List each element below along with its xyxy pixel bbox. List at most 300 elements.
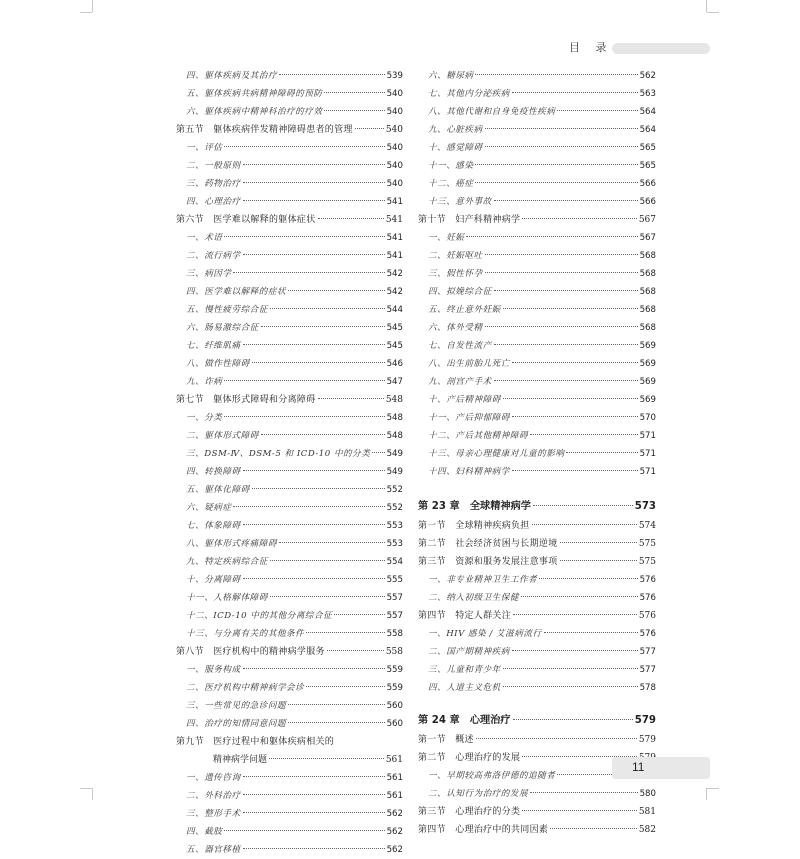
toc-entry-page: 540: [386, 143, 403, 153]
toc-entry-title: 三、儿童和青少年: [428, 665, 501, 675]
toc-section-entry[interactable]: [418, 517, 656, 535]
dot-leader: [532, 524, 637, 525]
toc-entry-title: 十一、产后抑郁障碍: [428, 413, 510, 423]
toc-section-entry[interactable]: [176, 211, 403, 229]
toc-entry-title: 三、病因学: [186, 269, 232, 279]
toc-section-entry[interactable]: [418, 731, 656, 749]
dot-leader: [512, 416, 638, 417]
toc-entry-title: 四、治疗的知情同意问题: [186, 719, 287, 729]
toc-entry-page: 576: [639, 593, 656, 603]
toc-entry-page: 581: [638, 807, 656, 817]
toc-subentry[interactable]: [418, 373, 656, 391]
dot-leader: [485, 128, 638, 129]
toc-entry-page: 548: [385, 395, 403, 405]
toc-subentry[interactable]: [176, 535, 403, 553]
toc-subentry[interactable]: [418, 409, 656, 427]
header-decor-bar: [612, 43, 710, 54]
toc-entry-page: 541: [386, 233, 403, 243]
toc-subentry[interactable]: [176, 823, 403, 841]
dot-leader: [512, 362, 638, 363]
toc-entry-title: 十三、意外事故: [428, 197, 492, 207]
dot-leader: [324, 92, 384, 93]
toc-subentry[interactable]: [418, 679, 656, 697]
toc-subentry[interactable]: [418, 85, 656, 103]
toc-entry-page: 568: [639, 287, 656, 297]
toc-entry-title: 四、心理治疗: [186, 197, 241, 207]
toc-entry-page: 559: [386, 665, 403, 675]
toc-entry-title: 七、体象障碍: [186, 521, 241, 531]
toc-entry-page: 560: [386, 719, 403, 729]
toc-entry-title: 二、流行病学: [186, 251, 241, 261]
dot-leader: [475, 182, 637, 183]
toc-entry-title: 一、遗传咨询: [186, 773, 241, 783]
dot-leader: [513, 719, 633, 720]
toc-entry-title: 一、分类: [186, 413, 223, 423]
dot-leader: [306, 632, 384, 633]
toc-entry-page: 578: [639, 683, 656, 693]
toc-subentry[interactable]: [418, 625, 656, 643]
toc-entry-page: 547: [386, 377, 403, 387]
toc-subentry[interactable]: [176, 445, 403, 463]
dot-leader: [243, 668, 385, 669]
toc-entry-title: 十二、产后其他精神障碍: [428, 431, 529, 441]
toc-subentry[interactable]: [418, 247, 656, 265]
toc-entry-page: 557: [386, 611, 403, 621]
toc-subentry[interactable]: [176, 427, 403, 445]
toc-subentry[interactable]: [176, 679, 403, 697]
toc-entry-page: 558: [386, 629, 403, 639]
toc-entry-page: 564: [639, 125, 656, 135]
crop-mark-bottom-left-h: [80, 788, 92, 789]
toc-entry-title: 第七节 躯体形式障碍和分离障碍: [176, 395, 316, 405]
toc-entry-title: 三、整形手术: [186, 809, 241, 819]
toc-section-entry[interactable]: [176, 733, 403, 751]
toc-entry-title: 十、产后精神障碍: [428, 395, 501, 405]
toc-entry-page: 570: [639, 413, 656, 423]
crop-mark-top-left-h: [80, 12, 92, 13]
toc-entry-title: 第六节 医学难以解释的躯体症状: [176, 215, 316, 225]
toc-entry-title: 第九节 医疗过程中和躯体疾病相关的: [176, 737, 335, 747]
toc-entry-title: 九、诈病: [186, 377, 223, 387]
dot-leader: [224, 380, 384, 381]
toc-section-entry[interactable]: [418, 535, 656, 553]
toc-section-entry[interactable]: [176, 643, 403, 661]
dot-leader: [243, 200, 385, 201]
toc-subentry[interactable]: [176, 157, 403, 175]
toc-column-right: [418, 67, 656, 839]
toc-entry-page: 558: [385, 647, 403, 657]
dot-leader: [243, 794, 385, 795]
dot-leader: [270, 308, 385, 309]
toc-entry-title: 五、器官移植: [186, 845, 241, 855]
toc-entry-title: 六、疑病症: [186, 503, 232, 513]
toc-entry-page: 569: [639, 395, 656, 405]
toc-entry-page: 577: [639, 665, 656, 675]
dot-leader: [288, 704, 385, 705]
toc-entry-page: 541: [386, 251, 403, 261]
toc-entry-title: 第八节 医疗机构中的精神病学服务: [176, 647, 325, 657]
toc-entry-page: 563: [639, 89, 656, 99]
toc-entry-title: 三、药物治疗: [186, 179, 241, 189]
toc-entry-page: 571: [639, 467, 656, 477]
dot-leader: [530, 434, 638, 435]
toc-section-entry[interactable]: [418, 821, 656, 839]
toc-subentry[interactable]: [176, 715, 403, 733]
crop-mark-top-right: [706, 0, 707, 12]
toc-subentry[interactable]: [418, 319, 656, 337]
dot-leader: [475, 164, 637, 165]
toc-subentry[interactable]: [176, 769, 403, 787]
toc-entry-page: 577: [639, 647, 656, 657]
toc-subentry[interactable]: [176, 103, 403, 121]
toc-section-entry[interactable]: [418, 607, 656, 625]
toc-entry-title: 第四节 特定人群关注: [418, 611, 512, 621]
footer-page-box: [612, 757, 710, 779]
toc-subentry[interactable]: [176, 373, 403, 391]
toc-entry-title: 第三节 资源和服务发展注意事项: [418, 557, 558, 567]
toc-entry-title: 六、肠易激综合征: [186, 323, 259, 333]
toc-entry-page: 542: [386, 287, 403, 297]
toc-subentry[interactable]: [418, 463, 656, 481]
toc-entry-title: 第一节 全球精神疾病负担: [418, 521, 530, 531]
toc-entry-page: 562: [386, 809, 403, 819]
toc-section-entry[interactable]: [418, 211, 656, 229]
toc-entry-title: 八、其他代谢和自身免疫性疾病: [428, 107, 556, 117]
toc-entry-page: 566: [639, 179, 656, 189]
toc-entry-title: 第四节 心理治疗中的共同因素: [418, 825, 549, 835]
dot-leader: [306, 686, 384, 687]
dot-leader: [334, 614, 384, 615]
toc-entry-page: 561: [386, 791, 403, 801]
toc-subentry[interactable]: [418, 391, 656, 409]
toc-subentry[interactable]: [176, 355, 403, 373]
toc-section-entry[interactable]: [176, 391, 403, 409]
toc-entry-title: 四、转换障碍: [186, 467, 241, 477]
toc-subentry[interactable]: [176, 175, 403, 193]
toc-subentry[interactable]: [176, 481, 403, 499]
dot-leader: [512, 650, 638, 651]
toc-entry-title: 三、一些常见的急诊问题: [186, 701, 287, 711]
toc-entry-title: 二、妊娠呕吐: [428, 251, 483, 261]
dot-leader: [279, 74, 385, 75]
toc-subentry[interactable]: [418, 337, 656, 355]
toc-entry-page: 540: [386, 89, 403, 99]
toc-entry-title: 六、体外受精: [428, 323, 483, 333]
toc-entry-title: 四、躯体疾病及其治疗: [186, 71, 277, 81]
toc-entry-title: 十二、ICD-10 中的其他分离综合征: [186, 611, 333, 621]
toc-subentry[interactable]: [176, 499, 403, 517]
toc-subentry[interactable]: [176, 787, 403, 805]
toc-column-left: [176, 67, 403, 859]
dot-leader: [513, 614, 637, 615]
dot-leader: [224, 830, 384, 831]
toc-subentry[interactable]: [176, 67, 403, 85]
dot-leader: [243, 776, 385, 777]
crop-mark-bottom-right: [706, 788, 707, 800]
toc-entry-page: 580: [639, 789, 656, 799]
toc-entry-title: 第五节 躯体疾病伴发精神障碍患者的管理: [176, 125, 353, 135]
page-number: 11: [632, 760, 645, 774]
toc-subentry[interactable]: [176, 589, 403, 607]
toc-subentry[interactable]: [418, 785, 656, 803]
toc-entry-title: 九、心脏疾病: [428, 125, 483, 135]
dot-leader: [494, 200, 638, 201]
toc-entry-page: 568: [639, 269, 656, 279]
crop-mark-bottom-left: [92, 788, 93, 800]
toc-entry-title: 二、医疗机构中精神病学会诊: [186, 683, 305, 693]
toc-entry-page: 576: [638, 611, 656, 621]
dot-leader: [270, 596, 385, 597]
toc-entry-page: 568: [639, 305, 656, 315]
toc-entry-page: 565: [639, 161, 656, 171]
toc-entry-title: 第二节 心理治疗的发展: [418, 753, 521, 763]
toc-entry-title: 七、其他内分泌疾病: [428, 89, 510, 99]
toc-subentry[interactable]: [176, 517, 403, 535]
toc-chapter-entry[interactable]: [418, 497, 656, 517]
toc-subentry[interactable]: [418, 589, 656, 607]
toc-entry-title: 第二节 社会经济贫困与长期逆境: [418, 539, 558, 549]
dot-leader: [243, 182, 385, 183]
toc-subentry[interactable]: [176, 571, 403, 589]
toc-subentry[interactable]: [418, 229, 656, 247]
toc-subentry[interactable]: [418, 103, 656, 121]
toc-entry-title: 四、拟娩综合征: [428, 287, 492, 297]
dot-leader: [533, 505, 633, 506]
section-spacer: [418, 481, 656, 497]
toc-entry-title: 五、慢性疲劳综合征: [186, 305, 268, 315]
toc-subentry[interactable]: [418, 139, 656, 157]
dot-leader: [355, 128, 384, 129]
dot-leader: [279, 542, 385, 543]
dot-leader: [324, 110, 384, 111]
toc-entry-page: 540: [386, 179, 403, 189]
toc-subentry[interactable]: [418, 661, 656, 679]
toc-entry-page: 579: [638, 735, 656, 745]
dot-leader: [544, 632, 638, 633]
toc-subentry[interactable]: [418, 643, 656, 661]
toc-entry-page: 576: [639, 629, 656, 639]
toc-entry-title: 三、DSM-Ⅳ、DSM-5 和 ICD-10 中的分类: [186, 449, 371, 459]
toc-subentry[interactable]: [418, 121, 656, 139]
toc-entry-title: 七、自发性流产: [428, 341, 492, 351]
toc-entry-page: 573: [634, 501, 656, 512]
toc-subentry[interactable]: [176, 805, 403, 823]
dot-leader: [261, 326, 385, 327]
toc-subentry[interactable]: [176, 193, 403, 211]
toc-subentry[interactable]: [176, 301, 403, 319]
toc-subentry[interactable]: [176, 229, 403, 247]
toc-entry-title: 二、外科治疗: [186, 791, 241, 801]
toc-entry-page: 552: [386, 485, 403, 495]
dot-leader: [243, 254, 385, 255]
dot-leader: [566, 452, 637, 453]
toc-subentry[interactable]: [176, 607, 403, 625]
toc-subentry[interactable]: [418, 67, 656, 85]
dot-leader: [233, 506, 384, 507]
toc-entry-title: 九、特定疾病综合征: [186, 557, 268, 567]
page-header-title: 目 录: [569, 41, 613, 54]
dot-leader: [485, 272, 638, 273]
toc-subentry[interactable]: [176, 247, 403, 265]
toc-subentry[interactable]: [176, 463, 403, 481]
toc-entry-page: 571: [639, 449, 656, 459]
toc-subentry[interactable]: [418, 445, 656, 463]
dot-leader: [270, 560, 385, 561]
toc-entry-title: 二、躯体形式障碍: [186, 431, 259, 441]
dot-leader: [539, 578, 637, 579]
crop-mark-top-right-h: [707, 12, 719, 13]
toc-entry-title: 第 23 章 全球精神病学: [418, 501, 531, 512]
dot-leader: [243, 164, 385, 165]
toc-entry-title: 九、剖宫产手术: [428, 377, 492, 387]
toc-entry-page: 561: [386, 773, 403, 783]
toc-entry-page: 545: [386, 341, 403, 351]
dot-leader: [503, 686, 638, 687]
toc-entry-page: 561: [385, 755, 403, 765]
toc-section-entry[interactable]: [176, 121, 403, 139]
toc-section-continuation[interactable]: [176, 751, 403, 769]
dot-leader: [224, 236, 384, 237]
dot-leader: [224, 146, 384, 147]
toc-subentry[interactable]: [418, 283, 656, 301]
dot-leader: [243, 344, 385, 345]
toc-entry-page: 575: [638, 539, 656, 549]
toc-subentry[interactable]: [418, 193, 656, 211]
toc-subentry[interactable]: [418, 175, 656, 193]
toc-subentry[interactable]: [176, 697, 403, 715]
dot-leader: [269, 758, 384, 759]
toc-entry-page: 540: [386, 107, 403, 117]
toc-subentry[interactable]: [418, 265, 656, 283]
dot-leader: [318, 218, 384, 219]
toc-entry-title: 六、糖尿病: [428, 71, 474, 81]
toc-entry-title: 八、躯体形式疼痛障碍: [186, 539, 277, 549]
toc-subentry[interactable]: [418, 157, 656, 175]
toc-entry-page: 542: [386, 269, 403, 279]
toc-entry-title: 十、感觉障碍: [428, 143, 483, 153]
toc-entry-page: 544: [386, 305, 403, 315]
dot-leader: [318, 398, 384, 399]
toc-subentry[interactable]: [176, 337, 403, 355]
toc-entry-title: 二、国产期精神疾病: [428, 647, 510, 657]
toc-entry-page: 575: [638, 557, 656, 567]
toc-entry-title: 七、纤维肌痛: [186, 341, 241, 351]
toc-entry-title: 第三节 心理治疗的分类: [418, 807, 521, 817]
toc-entry-page: 539: [386, 71, 403, 81]
toc-subentry[interactable]: [176, 625, 403, 643]
toc-entry-page: 552: [386, 503, 403, 513]
toc-entry-title: 第十节 妇产科精神病学: [418, 215, 521, 225]
toc-entry-title: 十、分离障碍: [186, 575, 241, 585]
toc-entry-page: 559: [386, 683, 403, 693]
dot-leader: [288, 290, 385, 291]
dot-leader: [521, 596, 638, 597]
toc-subentry[interactable]: [176, 319, 403, 337]
toc-entry-page: 568: [639, 251, 656, 261]
toc-entry-title: 四、医学难以解释的症状: [186, 287, 287, 297]
toc-subentry[interactable]: [176, 661, 403, 679]
toc-entry-page: 548: [386, 413, 403, 423]
dot-leader: [512, 92, 638, 93]
dot-leader: [485, 254, 638, 255]
toc-subentry[interactable]: [176, 283, 403, 301]
toc-subentry[interactable]: [176, 85, 403, 103]
toc-entry-page: 574: [638, 521, 656, 531]
toc-entry-page: 549: [386, 467, 403, 477]
dot-leader: [327, 650, 384, 651]
toc-entry-page: 576: [639, 575, 656, 585]
toc-entry-title: 四、截肢: [186, 827, 223, 837]
dot-leader: [557, 110, 637, 111]
toc-entry-page: 560: [386, 701, 403, 711]
toc-subentry[interactable]: [418, 427, 656, 445]
toc-entry-page: 569: [639, 359, 656, 369]
dot-leader: [560, 542, 637, 543]
toc-entry-page: 541: [385, 215, 403, 225]
toc-subentry[interactable]: [418, 301, 656, 319]
dot-leader: [503, 398, 638, 399]
toc-chapter-entry[interactable]: [418, 711, 656, 731]
toc-section-entry[interactable]: [418, 553, 656, 571]
dot-leader: [243, 848, 385, 849]
toc-subentry[interactable]: [418, 571, 656, 589]
toc-entry-title: 二、一般原则: [186, 161, 241, 171]
toc-entry-page: 553: [386, 539, 403, 549]
toc-entry-title: 十一、人格解体障碍: [186, 593, 268, 603]
toc-subentry[interactable]: [176, 553, 403, 571]
dot-leader: [476, 738, 637, 739]
dot-leader: [550, 828, 637, 829]
dot-leader: [224, 416, 384, 417]
toc-subentry[interactable]: [418, 355, 656, 373]
crop-mark-top-left: [92, 0, 93, 12]
toc-entry-title: 十一、感染: [428, 161, 474, 171]
toc-subentry[interactable]: [176, 409, 403, 427]
dot-leader: [252, 362, 385, 363]
toc-entry-page: 566: [639, 197, 656, 207]
toc-entry-page: 557: [386, 593, 403, 603]
dot-leader: [522, 218, 637, 219]
toc-subentry[interactable]: [176, 841, 403, 859]
toc-subentry[interactable]: [176, 139, 403, 157]
toc-entry-title: 三、假性怀孕: [428, 269, 483, 279]
dot-leader: [503, 668, 638, 669]
toc-entry-page: 567: [639, 233, 656, 243]
toc-subentry[interactable]: [176, 265, 403, 283]
toc-entry-title: 四、人道主义危机: [428, 683, 501, 693]
dot-leader: [512, 470, 638, 471]
toc-entry-page: 569: [639, 377, 656, 387]
dot-leader: [243, 578, 385, 579]
toc-entry-title: 第一节 概述: [418, 735, 474, 745]
toc-entry-page: 562: [386, 827, 403, 837]
toc-entry-page: 562: [386, 845, 403, 855]
toc-entry-page: 569: [639, 341, 656, 351]
dot-leader: [288, 722, 385, 723]
toc-entry-page: 541: [386, 197, 403, 207]
toc-section-entry[interactable]: [418, 803, 656, 821]
toc-entry-title: 二、纳入初级卫生保健: [428, 593, 519, 603]
toc-entry-page: 546: [386, 359, 403, 369]
toc-entry-page: 582: [638, 825, 656, 835]
toc-entry-page: 565: [639, 143, 656, 153]
toc-entry-title: 五、终止意外妊娠: [428, 305, 501, 315]
toc-entry-title: 五、躯体疾病共病精神障碍的预防: [186, 89, 323, 99]
toc-entry-page: 567: [638, 215, 656, 225]
toc-entry-page: 554: [386, 557, 403, 567]
toc-entry-title: 六、躯体疾病中精神科治疗的疗效: [186, 107, 323, 117]
toc-entry-title: 一、早期较高弗洛伊德的追随者: [428, 771, 556, 781]
